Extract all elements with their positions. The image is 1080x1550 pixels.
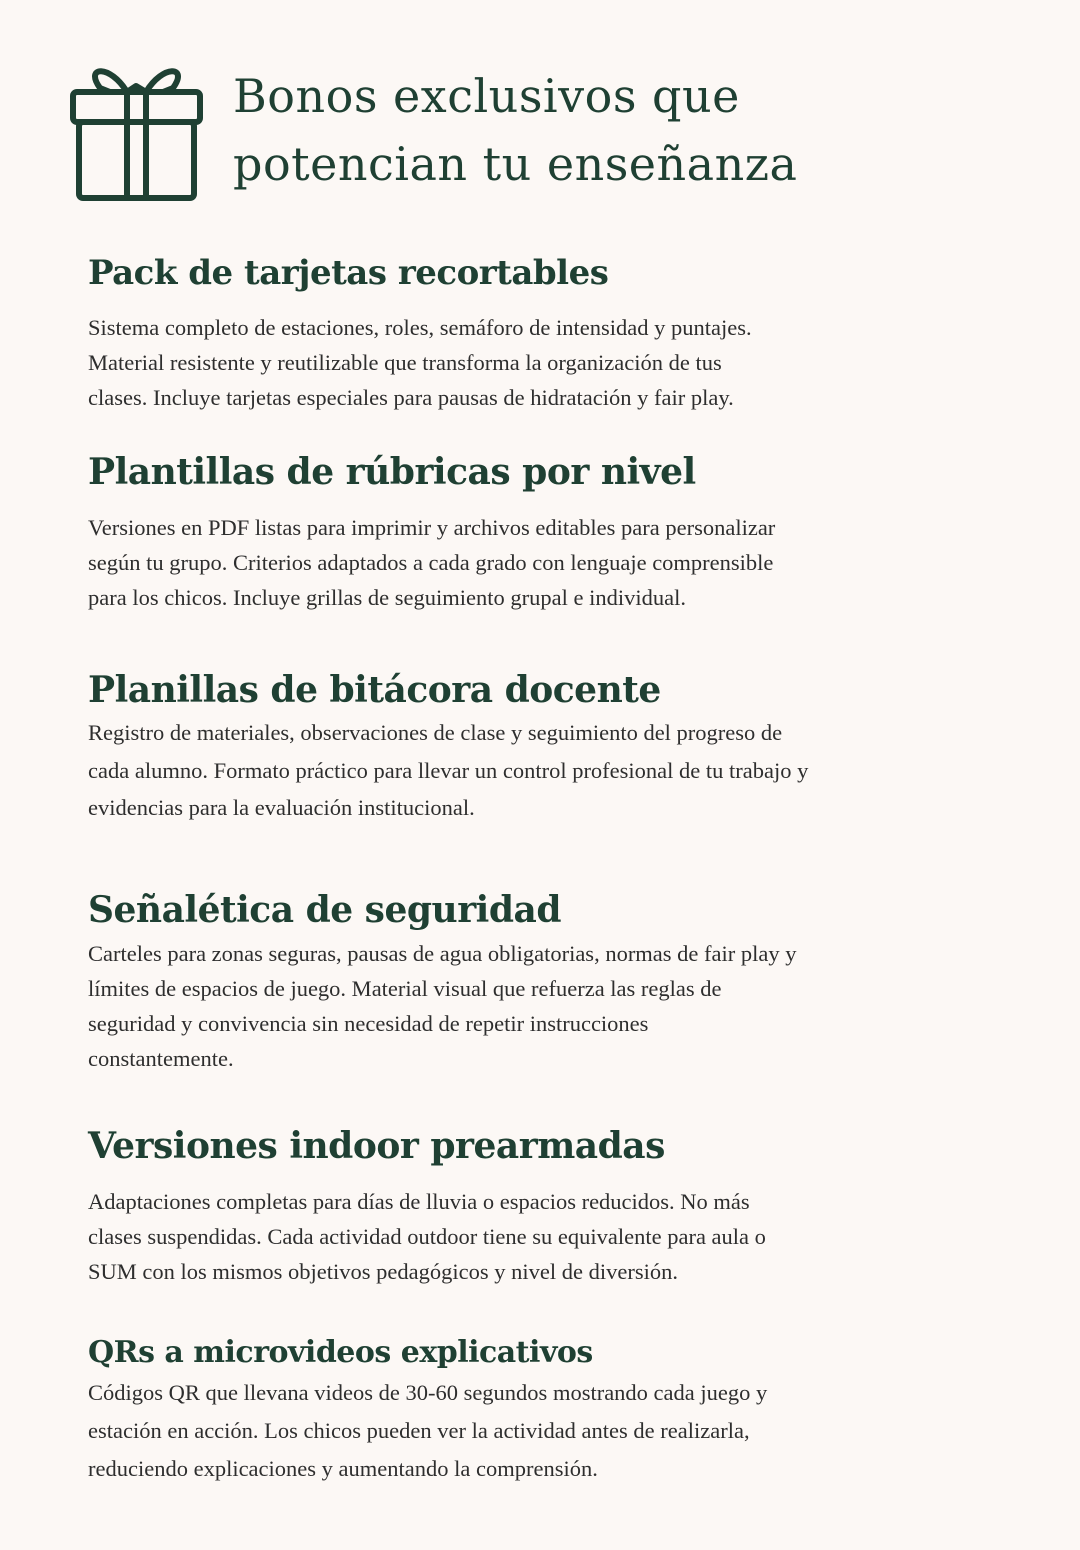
description-line: según tu grupo. Criterios adaptados a cada grado con lenguaje comprensible <box>88 550 774 575</box>
description-line: Material resistente y reutilizable que transforma la organización de tus <box>88 350 722 375</box>
description-line: SUM con los mismos objetivos pedagógicos y nivel de diversión. <box>88 1259 678 1284</box>
bonus-section-rubrics <box>88 448 948 615</box>
page-header <box>70 62 1030 207</box>
bonus-section-safety-signs <box>88 886 948 1076</box>
section-title: Señalética de seguridad <box>88 889 562 931</box>
description-line: para los chicos. Incluye grillas de seguimiento grupal e individual. <box>88 585 686 610</box>
bonus-section-qr-videos <box>88 1332 948 1488</box>
section-description <box>88 1184 948 1289</box>
section-description <box>88 1374 948 1488</box>
description-line: límites de espacios de juego. Material visual que refuerza las reglas de <box>88 976 722 1001</box>
section-description <box>88 310 948 415</box>
description-line: evidencias para la evaluación institucional. <box>88 795 475 820</box>
page-title-line-1: Bonos exclusivos que <box>233 69 740 123</box>
gift-icon <box>70 62 204 204</box>
section-description <box>88 714 948 827</box>
description-line: Carteles para zonas seguras, pausas de agua obligatorias, normas de fair play y <box>88 941 797 966</box>
section-title: Plantillas de rúbricas por nivel <box>88 451 696 493</box>
page-title <box>233 62 1013 198</box>
section-description <box>88 510 948 615</box>
description-line: Sistema completo de estaciones, roles, semáforo de intensidad y puntajes. <box>88 315 752 340</box>
description-line: Registro de materiales, observaciones de clase y seguimiento del progreso de <box>88 720 783 745</box>
section-title: Versiones indoor prearmadas <box>88 1125 665 1167</box>
description-line: Códigos QR que llevana videos de 30-60 segundos mostrando cada juego y <box>88 1380 768 1405</box>
bonus-section-cards <box>88 250 948 415</box>
description-line: cada alumno. Formato práctico para llevar un control profesional de tu trabajo y <box>88 757 809 783</box>
section-title: Pack de tarjetas recortables <box>88 253 609 293</box>
description-line: Versiones en PDF listas para imprimir y archivos editables para personalizar <box>88 515 776 540</box>
description-line: clases suspendidas. Cada actividad outdoor tiene su equivalente para aula o <box>88 1224 766 1249</box>
bonus-section-logbook <box>88 666 948 827</box>
page-title-line-2: potencian tu enseñanza <box>233 137 798 191</box>
section-title: QRs a microvideos explicativos <box>88 1335 593 1370</box>
section-title: Planillas de bitácora docente <box>88 669 661 711</box>
description-line: clases. Incluye tarjetas especiales para pausas de hidratación y fair play. <box>88 385 734 410</box>
section-description <box>88 936 948 1076</box>
description-line: seguridad y convivencia sin necesidad de repetir instrucciones <box>88 1011 649 1036</box>
description-line: constantemente. <box>88 1046 234 1071</box>
description-line: Adaptaciones completas para días de lluvia o espacios reducidos. No más <box>88 1189 750 1214</box>
description-line: estación en acción. Los chicos pueden ver la actividad antes de realizarla, <box>88 1418 750 1443</box>
bonus-section-indoor <box>88 1122 948 1289</box>
description-line: reduciendo explicaciones y aumentando la comprensión. <box>88 1456 598 1481</box>
